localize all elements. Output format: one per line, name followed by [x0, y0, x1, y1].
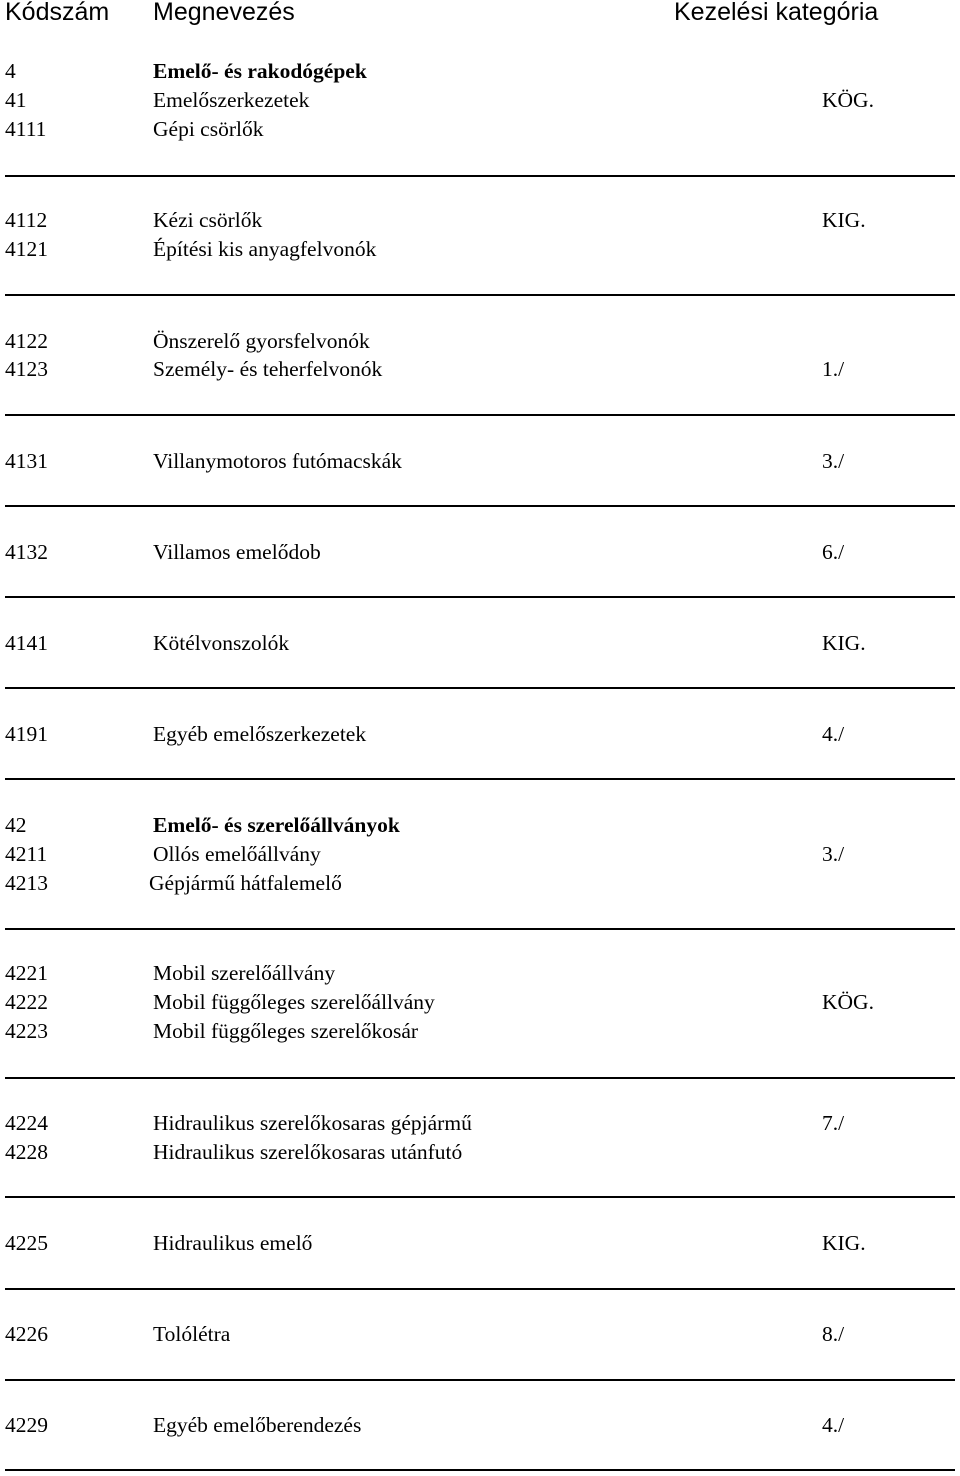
table-row: [0, 1230, 960, 1256]
table-row: [0, 116, 960, 142]
table-row: [0, 841, 960, 867]
row-code: 4229: [5, 1413, 48, 1437]
row-code: 4: [5, 59, 16, 83]
table-row-group-heading: [0, 812, 960, 838]
row-category: 7./: [822, 1111, 845, 1135]
row-name: Egyéb emelőberendezés: [153, 1413, 362, 1437]
row-code: 4211: [5, 842, 48, 866]
table-row: [0, 87, 960, 113]
table-row: [0, 328, 960, 354]
table-row: [0, 1110, 960, 1136]
row-divider: [5, 1288, 955, 1290]
row-code: 41: [5, 88, 27, 112]
row-code: 4221: [5, 961, 48, 985]
row-category: KIG.: [822, 208, 866, 232]
row-name: Tolólétra: [153, 1322, 231, 1346]
table-row: [0, 207, 960, 233]
table-row: [0, 236, 960, 262]
row-category: 1./: [822, 357, 845, 381]
row-name: Kötélvonszolók: [153, 631, 290, 655]
header-category: Kezelési kategória: [674, 0, 879, 26]
table-row: [0, 870, 960, 896]
row-divider: [5, 175, 955, 177]
row-name: Egyéb emelőszerkezetek: [153, 722, 367, 746]
row-divider: [5, 414, 955, 416]
table-row: [0, 1412, 960, 1438]
header-code: Kódszám: [5, 0, 110, 26]
row-name: Villamos emelődob: [153, 540, 321, 564]
row-divider: [5, 1196, 955, 1198]
row-code: 4132: [5, 540, 48, 564]
table-row: [0, 448, 960, 474]
row-category: KÖG.: [822, 990, 874, 1014]
row-name: Építési kis anyagfelvonók: [153, 237, 377, 261]
table-row: [0, 960, 960, 986]
row-code: 4191: [5, 722, 48, 746]
row-code: 4111: [5, 117, 47, 141]
row-name: Emelő- és szerelőállványok: [153, 813, 400, 837]
row-name: Személy- és teherfelvonók: [153, 357, 383, 381]
row-name: Önszerelő gyorsfelvonók: [153, 329, 370, 353]
table-row: [0, 356, 960, 382]
row-code: 4213: [5, 871, 48, 895]
row-divider: [5, 505, 955, 507]
row-category: 4./: [822, 1413, 845, 1437]
table-row: [0, 1321, 960, 1347]
row-category: 6./: [822, 540, 845, 564]
table-row: [0, 1018, 960, 1044]
row-name: Hidraulikus emelő: [153, 1231, 313, 1255]
row-name: Mobil függőleges szerelőkosár: [153, 1019, 419, 1043]
row-code: 4226: [5, 1322, 48, 1346]
row-code: 4131: [5, 449, 48, 473]
row-divider: [5, 928, 955, 930]
row-divider: [5, 1469, 955, 1471]
row-divider: [5, 294, 955, 296]
row-code: 4122: [5, 329, 48, 353]
table-row: [0, 989, 960, 1015]
row-code: 4121: [5, 237, 48, 261]
row-divider: [5, 1379, 955, 1381]
row-divider: [5, 778, 955, 780]
row-code: 42: [5, 813, 27, 837]
row-name: Emelő- és rakodógépek: [153, 59, 367, 83]
table-row: [0, 1139, 960, 1165]
row-name: Villanymotoros futómacskák: [153, 449, 402, 473]
row-name: Hidraulikus szerelőkosaras gépjármű: [153, 1111, 472, 1135]
row-code: 4222: [5, 990, 48, 1014]
row-name: Hidraulikus szerelőkosaras utánfutó: [153, 1140, 463, 1164]
row-category: 3./: [822, 449, 845, 473]
row-name: Gépjármű hátfalemelő: [149, 871, 342, 895]
row-category: 3./: [822, 842, 845, 866]
row-code: 4141: [5, 631, 48, 655]
table-row: [0, 630, 960, 656]
row-name: Mobil szerelőállvány: [153, 961, 336, 985]
row-code: 4224: [5, 1111, 48, 1135]
row-code: 4223: [5, 1019, 48, 1043]
row-category: 8./: [822, 1322, 845, 1346]
row-category: KIG.: [822, 1231, 866, 1255]
row-name: Emelőszerkezetek: [153, 88, 310, 112]
row-category: 4./: [822, 722, 845, 746]
row-category: KÖG.: [822, 88, 874, 112]
row-name: Kézi csörlők: [153, 208, 263, 232]
row-code: 4123: [5, 357, 48, 381]
row-name: Gépi csörlők: [153, 117, 264, 141]
row-divider: [5, 1077, 955, 1079]
header-name: Megnevezés: [153, 0, 295, 26]
table-row: [0, 721, 960, 747]
row-name: Mobil függőleges szerelőállvány: [153, 990, 435, 1014]
row-code: 4228: [5, 1140, 48, 1164]
table-row-group-heading: [0, 58, 960, 84]
row-code: 4112: [5, 208, 48, 232]
row-category: KIG.: [822, 631, 866, 655]
row-code: 4225: [5, 1231, 48, 1255]
table-row: [0, 539, 960, 565]
row-divider: [5, 596, 955, 598]
row-divider: [5, 687, 955, 689]
row-name: Ollós emelőállvány: [153, 842, 321, 866]
